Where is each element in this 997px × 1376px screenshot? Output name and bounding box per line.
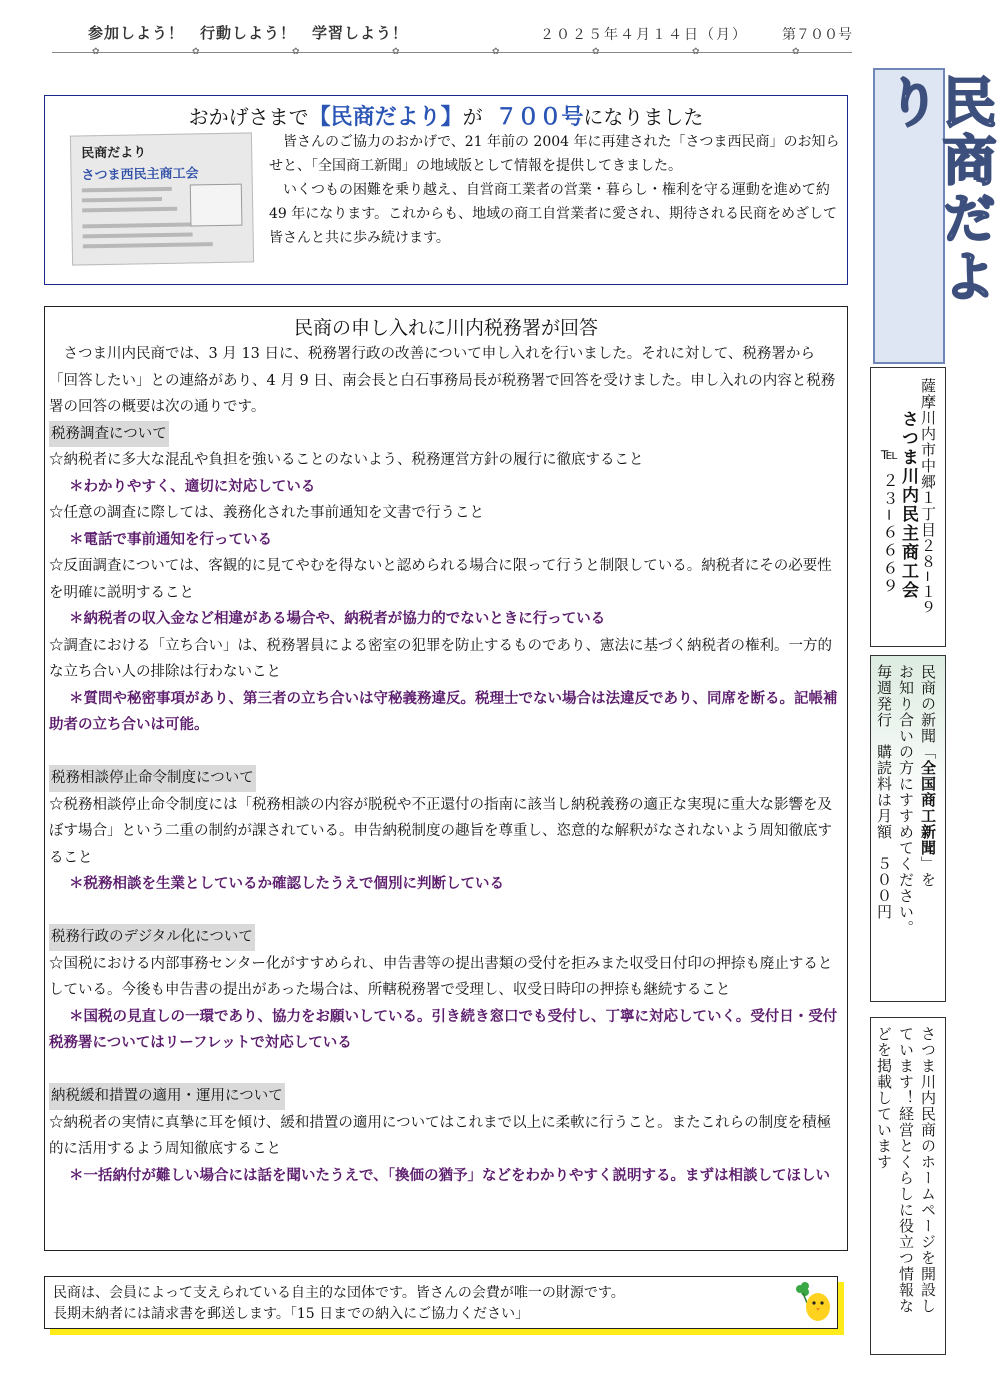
homepage-line-2: ています！経営とくらしに役立つ情報な [897,1026,915,1314]
header-divider: ✿ ✿ ✿ ✿ ✿ ✿ ✿ ✿ [52,52,852,61]
milestone-box [44,95,848,285]
fee-note-line-1: 民商は、会員によって支えられている自主的な団体です。皆さんの会費が唯一の財源です。 [53,1285,625,1301]
newspaper-promo [870,655,946,1002]
request-item: ☆反面調査については、客観的に見てやむを得ないと認められる場合に限って行うと制限している。納税者にその必要性を明確に説明すること [49,558,832,601]
phone-number: ℡ ２３−６６６９ [880,444,899,596]
response-item: ＊一括納付が難しい場合には話を聞いたうえで、「換価の猶予」などをわかりやすく説明する。まずは相談してほしい [69,1166,830,1184]
request-item: ☆任意の調査に際しては、義務化された事前通知を文書で行うこと [49,505,484,521]
article-intro: さつま川内民商では、3 月 13 日に、税務署行政の改善について申し入れを行いました。それに対して、税務署から「回答したい」との連絡があり、4 月 9 日、南会長と白石事務局長が税務署で回答を受けました。申し入れの内容と税務署の回答の概要は次の通りです。 [49,346,836,415]
chick-mascot-icon [793,1281,831,1323]
section-heading: 税務行政のデジタル化について [49,924,255,951]
response-item: ＊税務相談を生業としているか確認したうえで個別に判断している [69,875,504,892]
request-item: ☆納税者の実情に真摯に耳を傾け、緩和措置の適用についてはこれまで以上に柔軟に行うこと。またこれらの制度を積極的に活用するよう周知徹底すること [49,1114,832,1157]
response-item: ＊電話で事前通知を行っている [69,530,272,548]
request-item: ☆税務相談停止命令制度には「税務相談の内容が脱税や不正還付の指南に該当し納税義務の適正な実現に重大な影響を及ぼす場合」という二重の制約が課されている。申告納税制度の趣旨を尊重し、恣意的な解釈がなされないよう周知徹底すること [49,796,832,866]
homepage-line-1: さつま川内民商のホームページを開設し [919,1026,937,1314]
promo-line-1: 民商の新聞「全国商工新聞」を [919,664,937,888]
fee-note-line-2: 長期未納者には請求書を郵送します。「15 日までの納入にご協力ください」 [53,1306,530,1322]
response-item: ＊わかりやすく、適切に対応している [69,477,316,495]
request-item: ☆国税における内部事務センター化がすすめられ、申告書等の提出書類の受付を拒みまた収受日付印の押捺も廃止するとしている。今後も申告書の提出があった場合は、所轄税務署で受理し、収受日時印の押捺も継続すること [49,955,833,998]
header-slogan: 参加しよう！ 行動しよう！ 学習しよう！ [88,24,409,42]
article-title: 民商の申し入れに川内税務署が回答 [293,317,598,339]
promo-line-3: 毎週発行 購読料は月額 ５００円 [875,664,893,920]
tax-office-article [44,306,848,1251]
issue-number: 第７００号 [782,27,852,43]
org-name: さつま川内民主商工会 [898,410,918,600]
request-item: ☆調査における「立ち合い」は、税務署員による密室の犯罪を防止するものであり、憲法に基づく納税者の権利。一方的な立ち合い人の排除は行わないこと [49,637,832,680]
milestone-headline: おかげさまで【民商だより】が ７００号になりました [188,104,704,130]
milestone-para-1: 皆さんのご協力のおかげで、21 年前の 2004 年に再建された「さつま西民商」のお知らせと、「全国商工新聞」の地域版として情報を提供してきました。 [269,134,840,174]
paper-name: 全国商工新聞 [919,760,937,856]
milestone-para-2: いくつもの困難を乗り越え、自営商工業者の営業・暮らし・権利を守る運動を進めて約 49 年になります。これからも、地域の商工自営業者に愛され、期待される民商をめざして皆さんと共に歩み続けます。 [269,182,837,246]
masthead-title: 民商だより [878,74,997,306]
response-item: ＊質問や秘密事項があり、第三者の立ち合いは守秘義務違反。税理士でない場合は法違反であり、同席を断る。記帳補助者の立ち合いは可能。 [49,689,838,733]
membership-fee-note [44,1276,838,1329]
homepage-line-3: どを掲載しています [875,1026,893,1170]
homepage-notice [870,1017,946,1355]
address-line: 薩摩川内市中郷１丁目２８−１９ [919,378,937,616]
promo-line-2: お知り合いの方にすすめてください。 [897,664,915,936]
issue-date: ２０２５年４月１４日（月） [540,27,748,43]
masthead [873,68,997,364]
request-item: ☆納税者に多大な混乱や負担を強いることのないよう、税務運営方針の履行に徹底すること [49,452,644,468]
address-box [870,367,946,647]
newsletter-clipping-image: 民商だより さつま西民主商工会 [70,132,254,265]
section-heading: 税務調査について [49,421,169,448]
section-heading: 納税緩和措置の適用・運用について [49,1083,285,1110]
response-item: ＊国税の見直しの一環であり、協力をお願いしている。引き続き窓口でも受付し、丁寧に対応していく。受付日・受付税務署についてはリーフレットで対応している [49,1007,838,1051]
section-heading: 税務相談停止命令制度について [49,765,256,792]
response-item: ＊納税者の収入金など相違がある場合や、納税者が協力的でないときに行っている [69,610,606,627]
